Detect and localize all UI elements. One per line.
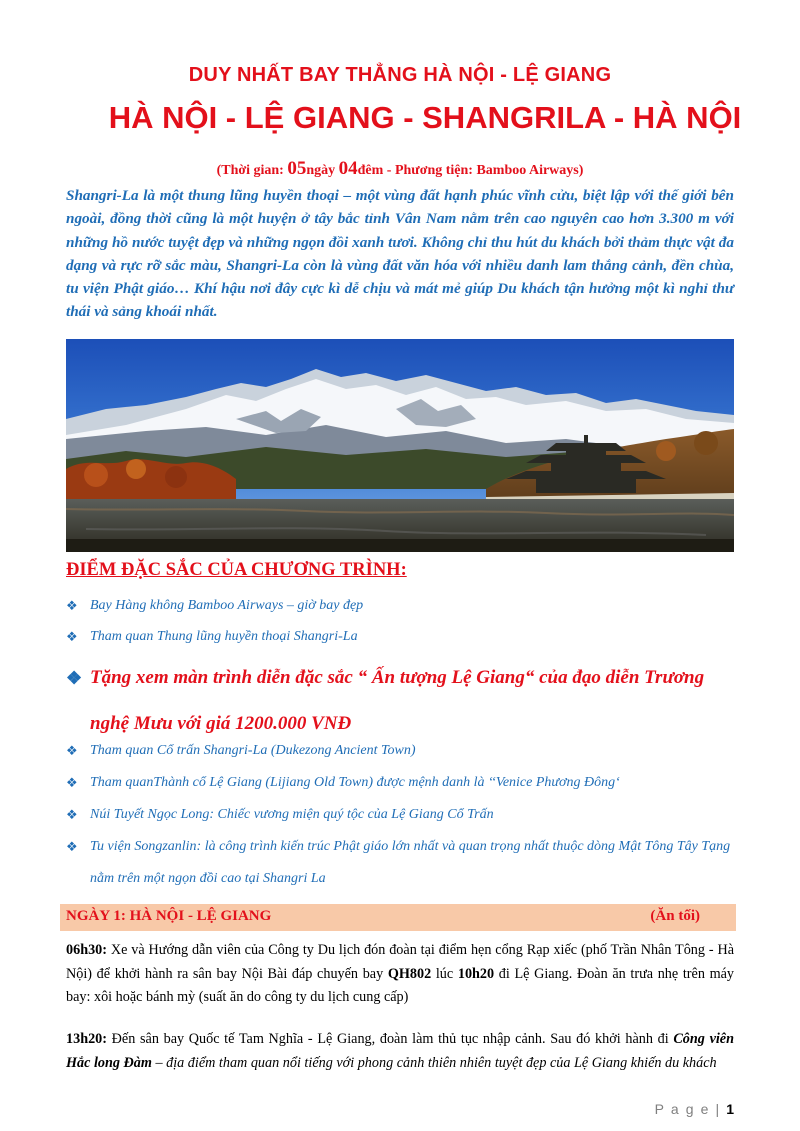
paragraph-text: Xe và Hướng dẫn viên của Công ty Du lịch đón đoàn tại điểm hẹn cổng Rạp xiếc (phố Trần Nhân Tông - Hà Nội) để khởi hành ra sân bay Nội Bài đáp chuyến bay [66,942,734,982]
day-1-paragraph-2 [66,1028,734,1075]
trip-duration-subtitle [0,158,800,180]
page-label: P a g e [654,1101,710,1117]
diamond-bullet-icon: ❖ [66,668,83,688]
diamond-bullet-icon: ❖ [66,629,78,644]
days-word: ngày [306,163,339,178]
diamond-bullet-icon: ❖ [66,743,78,758]
highlight-item [66,743,734,759]
subtitle-prefix: (Thời gian: [216,163,288,178]
highlights-heading: ĐIỂM ĐẶC SẮC CỦA CHƯƠNG TRÌNH: [66,560,407,580]
page-separator: | [709,1101,727,1117]
page-number: 1 [726,1101,734,1117]
day-1-title: NGÀY 1: HÀ NỘI - LỆ GIANG [66,908,272,924]
paragraph-text: đi Lệ Giang. Đoàn ăn trưa nhẹ trên máy bay: xôi hoặc bánh mỳ (suất ăn do công ty du lịch cung cấp) [66,965,734,1005]
highlight-text: Tham quanThành cổ Lệ Giang (Lijiang Old Town) được mệnh danh là ‘‘Venice Phương Đông‘ [90,775,620,790]
park-name: Công viên Hắc long Đàm [66,1031,734,1071]
diamond-bullet-icon: ❖ [66,807,78,822]
highlight-item-featured [66,655,734,747]
paragraph-text-italic: – địa điểm tham quan nổi tiếng với phong cảnh thiên nhiên tuyệt đẹp của Lệ Giang khiến du khách [151,1054,717,1071]
title-line-1: DUY NHẤT BAY THẲNG HÀ NỘI - LỆ GIANG [188,64,612,86]
paragraph-text: Đến sân bay Quốc tế Tam Nghĩa - Lệ Giang, đoàn làm thủ tục nhập cảnh. Sau đó khởi hành đi [107,1031,674,1047]
page-footer [655,1101,734,1117]
subtitle-suffix: đêm - Phương tiện: Bamboo Airways) [357,163,584,178]
day-1-meal: (Ăn tối) [650,908,700,924]
paragraph-text: lúc [431,965,458,982]
highlight-text: Tặng xem màn trình diễn đặc sắc “ Ấn tượng Lệ Giang“ của đạo diễn Trương nghệ Mưu với giá 1200.000 VNĐ [90,667,705,734]
day-1-header [60,904,736,931]
highlight-item [66,831,734,895]
diamond-bullet-icon: ❖ [66,775,78,790]
diamond-bullet-icon: ❖ [66,598,78,613]
time-0630: 06h30: [66,942,107,958]
time-1320: 13h20: [66,1031,107,1047]
days-number: 05 [287,158,307,179]
diamond-bullet-icon: ❖ [66,839,78,854]
nights-number: 04 [338,158,358,179]
day-1-paragraph-1 [66,939,734,1010]
highlight-item [66,629,734,645]
title-line-2: HÀ NỘI - LỆ GIANG - SHANGRILA - HÀ NỘI [108,100,742,135]
highlight-item [66,775,734,791]
flight-number: QH802 [387,965,432,982]
highlight-text: Tham quan Thung lũng huyền thoại Shangri-La [90,629,358,644]
highlight-item [66,807,734,823]
highlight-item [66,598,734,614]
highlight-text: Núi Tuyết Ngọc Long: Chiếc vương miện quý tộc của Lệ Giang Cổ Trấn [90,807,494,822]
flight-time: 10h20 [457,965,495,982]
intro-paragraph: Shangri-La là một thung lũng huyền thoại – một vùng đất hạnh phúc vĩnh cửu, biệt lập với thế giới bên ngoài, đồng thời cũng là một huyện ở tây bắc tỉnh Vân Nam nằm trên cao nguyên cao hơn 3.300 m với những hồ nước tuyệt đẹp và những ngọn đồi xanh tươi. Không chỉ thu hút du khách bởi thảm thực vật đa dạng và rực rỡ sắc màu, Shangri-La còn là vùng đất văn hóa với nhiều danh lam thắng cảnh, đền chùa, tu viện Phật giáo… Khí hậu nơi đây cực kì dễ chịu và mát mẻ giúp Du khách tận hưởng một kì nghỉ thư thái và sảng khoái nhất. [66,187,734,321]
landscape-photo [66,339,734,552]
highlight-text: Tham quan Cổ trấn Shangri-La (Dukezong Ancient Town) [90,743,416,758]
highlight-text: Bay Hàng không Bamboo Airways – giờ bay đẹp [90,598,364,613]
highlight-text: Tu viện Songzanlin: là công trình kiến trúc Phật giáo lớn nhất và quan trọng nhất thuộc dòng Mật Tông Tây Tạng nằm trên một ngọn đồi cao tại Shangri La [90,839,731,886]
